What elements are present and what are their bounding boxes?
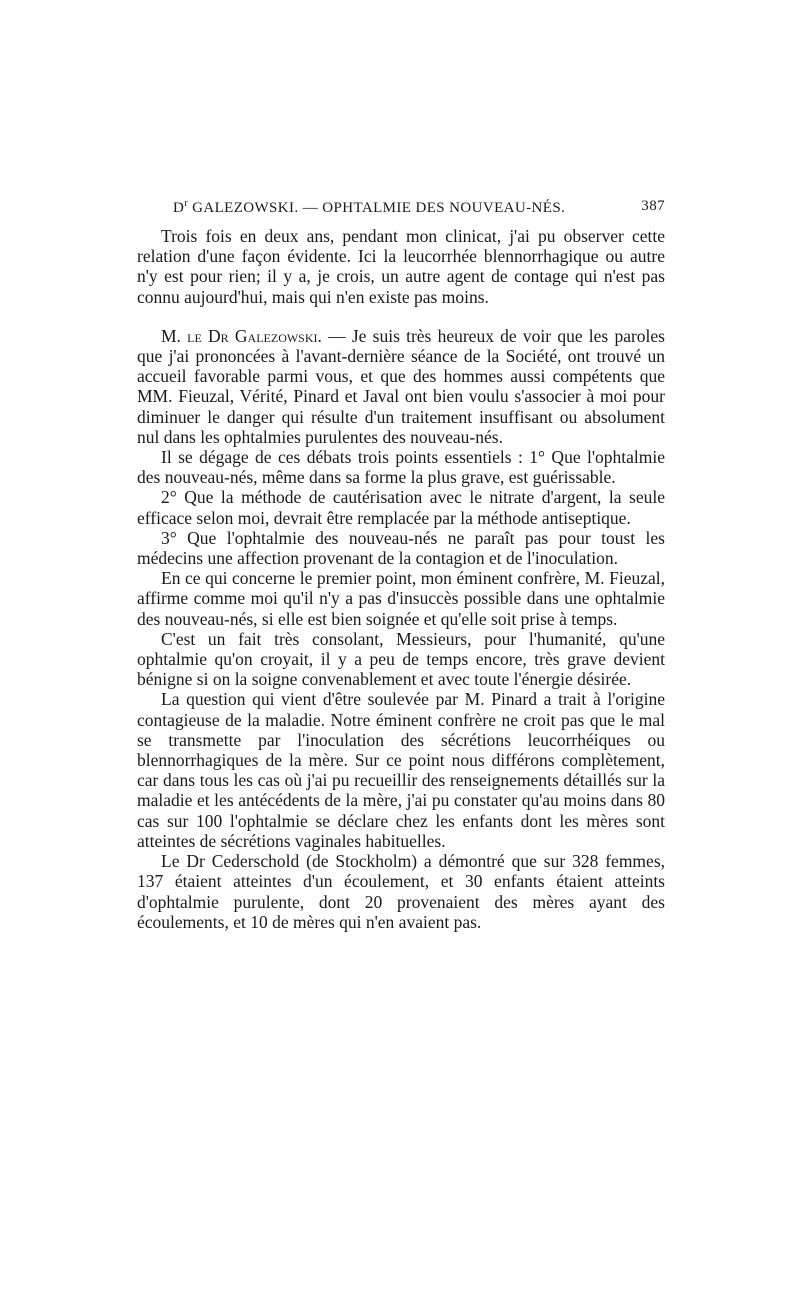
title-superscript: r — [184, 198, 188, 209]
book-page — [137, 198, 665, 932]
page-number: 387 — [641, 198, 665, 214]
paragraph-7: C'est un fait très consolant, Messieurs, pour l'humanité, qu'une ophtalmie qu'on croyait, il y a peu de temps encore, très grave devient bénigne si on la soigne convenablement et avec toute l'énergie désirée. — [137, 628, 665, 690]
paragraph-4: 2° Que la méthode de cautérisation avec le nitrate d'argent, la seule efficace selon moi, devrait être remplacée par la méthode antiseptique. — [137, 487, 665, 528]
paragraph-2 — [137, 326, 665, 447]
paragraph-1: Trois fois en deux ans, pendant mon clinicat, j'ai pu observer cette relation d'une façon évidente. Ici la leucorrhée blennorrhagique ou autre n'y est pour rien; il y a, je crois, un autre agent de contage qui n'est pas connu aujourd'hui, mais qui n'en existe pas moins. — [137, 226, 665, 307]
title-text: GALEZOWSKI. — OPHTALMIE DES NOUVEAU-NÉS. — [187, 200, 566, 216]
paragraph-3: Il se dégage de ces débats trois points essentiels : 1° Que l'ophtalmie des nouveau-nés, même dans sa forme la plus grave, est guérissable. — [137, 447, 665, 488]
paragraph-5: 3° Que l'ophtalmie des nouveau-nés ne paraît pas pour toust les médecins une affection provenant de la contagion et de l'inoculation. — [137, 527, 665, 569]
title-prefix: D — [173, 200, 185, 216]
paragraph-9: Le Dr Cederschold (de Stockholm) a démontré que sur 328 femmes, 137 étaient atteintes d'un écoulement, et 30 enfants étaient atteints d'ophtalmie purulente, dont 20 provenaient des mères ayant des écoulements, et 10 de mères qui n'en avaient pas. — [137, 851, 665, 932]
running-title — [173, 198, 565, 217]
speaker-label: M. le Dr Galezowski. — [161, 325, 322, 346]
running-head — [137, 198, 665, 222]
paragraph-6: En ce qui concerne le premier point, mon éminent confrère, M. Fieuzal, affirme comme moi qu'il n'y a pas d'insuccès possible dans une ophtalmie des nouveau-nés, si elle est bien soignée et qu'elle soit prise à temps. — [137, 568, 665, 629]
paragraph-2-text: — Je suis très heureux de voir que les paroles que j'ai prononcées à l'avant-dernière séance de la Société, ont trouvé un accueil favorable parmi vous, et que des hommes aussi compétents que MM. Fieuzal, Vérité, Pinard et Javal ont bien voulu s'associer à moi pour diminuer le danger qui résulte d'un traitement insuffisant ou absolument nul dans les ophtalmies purulentes des nouveau-nés. — [137, 325, 665, 447]
paragraph-8: La question qui vient d'être soulevée par M. Pinard a trait à l'origine contagieuse de la maladie. Notre éminent confrère ne croit pas que le mal se transmette par l'inoculation des sécrétions leucorrhéiques ou blennorrhagiques de la mère. Sur ce point nous différons complètement, car dans tous les cas où j'ai pu recueillir des renseignements détaillés sur la maladie et les antécédents de la mère, j'ai pu constater qu'au moins dans 80 cas sur 100 l'ophtalmie se déclare chez les enfants dont les mères sont atteintes de sécrétions vaginales habituelles. — [137, 689, 665, 851]
